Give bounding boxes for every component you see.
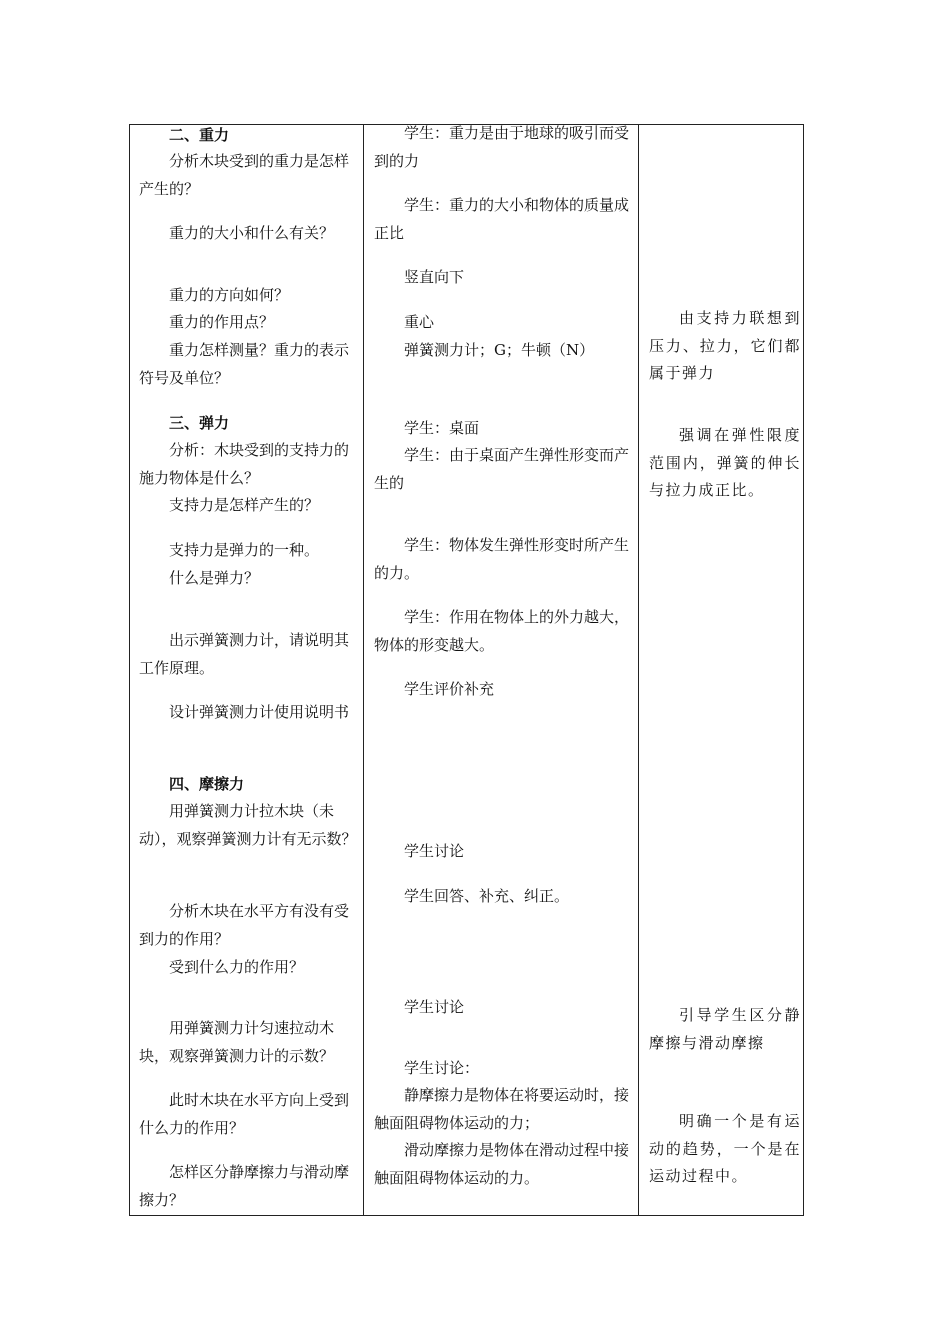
section-heading-gravity: 二、重力: [169, 126, 230, 144]
text-paragraph: 滑动摩擦力是物体在滑动过程中接触面阻碍物体运动的力。: [374, 1141, 630, 1187]
column-divider: [363, 125, 364, 1215]
text-paragraph: 重心: [404, 313, 435, 331]
column-divider: [638, 125, 639, 1215]
text-paragraph: 怎样区分静摩擦力与滑动摩擦力？: [139, 1163, 350, 1209]
text-paragraph: 支持力是怎样产生的？: [169, 496, 320, 514]
text-paragraph: 学生：物体发生弹性形变时所产生的力。: [374, 536, 630, 582]
text-paragraph: 学生讨论: [404, 998, 465, 1016]
section-heading-elastic: 三、弹力: [169, 414, 230, 432]
text-paragraph: 什么是弹力？: [169, 569, 260, 587]
text-paragraph: 弹簧测力计；G；牛顿（N）: [404, 341, 595, 359]
text-paragraph: 重力的大小和什么有关？: [169, 224, 335, 242]
text-paragraph: 竖直向下: [404, 268, 465, 286]
text-paragraph: 学生：作用在物体上的外力越大，物体的形变越大。: [374, 608, 630, 654]
text-paragraph: 分析木块受到的重力是怎样产生的？: [139, 152, 350, 198]
text-paragraph: 重力怎样测量？重力的表示符号及单位？: [139, 341, 350, 387]
text-paragraph: 学生讨论：: [404, 1059, 480, 1077]
text-paragraph: 分析木块在水平方有没有受到力的作用？: [139, 902, 350, 948]
text-paragraph: 学生讨论: [404, 842, 465, 860]
text-paragraph: 用弹簧测力计匀速拉动木块，观察弹簧测力计的示数？: [139, 1019, 335, 1065]
text-paragraph: 强调在弹性限度范围内，弹簧的伸长与拉力成正比。: [649, 426, 801, 499]
text-paragraph: 学生评价补充: [404, 680, 495, 698]
text-paragraph: 重力的方向如何？: [169, 286, 290, 304]
text-paragraph: 受到什么力的作用？: [169, 958, 305, 976]
section-heading-friction: 四、摩擦力: [169, 775, 245, 793]
text-paragraph: 学生：重力的大小和物体的质量成正比: [374, 196, 630, 242]
lesson-table: [129, 124, 804, 1216]
text-paragraph: 静摩擦力是物体在将要运动时，接触面阻碍物体运动的力；: [374, 1086, 630, 1132]
text-paragraph: 用弹簧测力计拉木块（未动），观察弹簧测力计有无示数？: [139, 802, 357, 848]
text-paragraph: 由支持力联想到压力、拉力，它们都属于弹力: [649, 309, 801, 382]
text-paragraph: 学生：桌面: [404, 419, 480, 437]
text-paragraph: 此时木块在水平方向上受到什么力的作用？: [139, 1091, 350, 1137]
text-paragraph: 设计弹簧测力计使用说明书: [169, 703, 350, 721]
text-paragraph: 出示弹簧测力计，请说明其工作原理。: [139, 631, 350, 677]
text-paragraph: 引导学生区分静摩擦与滑动摩擦: [649, 1006, 801, 1052]
text-paragraph: 重力的作用点？: [169, 313, 275, 331]
text-paragraph: 支持力是弹力的一种。: [169, 541, 320, 559]
text-paragraph: 学生：由于桌面产生弹性形变而产生的: [374, 446, 630, 492]
text-paragraph: 学生回答、补充、纠正。: [404, 887, 570, 905]
text-paragraph: 明确一个是有运动的趋势，一个是在运动过程中。: [649, 1112, 801, 1185]
text-paragraph: 学生：重力是由于地球的吸引而受到的力: [374, 124, 630, 170]
text-paragraph: 分析：木块受到的支持力的施力物体是什么？: [139, 441, 350, 487]
